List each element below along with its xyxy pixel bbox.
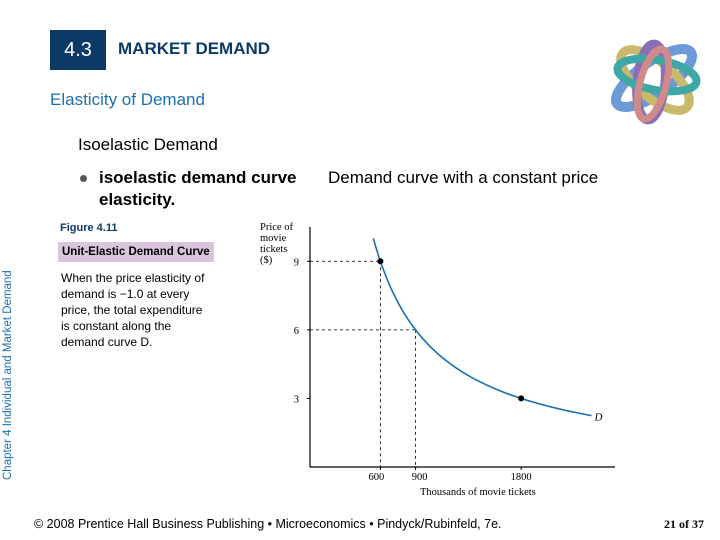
y-axis-label-line: ($) [260, 255, 273, 266]
page-of: of [679, 517, 689, 531]
x-tick-label: 600 [368, 472, 385, 483]
y-tick-label: 3 [293, 394, 299, 406]
footer-text: © 2008 Prentice Hall Business Publishing • Microeconomics • Pindyck/Rubinfeld, 7e. [34, 517, 502, 531]
curve-label: D [594, 411, 603, 424]
topic-heading: Isoelastic Demand [78, 135, 218, 154]
bullet-term-line2: elasticity. [99, 190, 176, 209]
y-axis-label-line: movie [260, 233, 287, 244]
y-tick-label: 9 [293, 257, 299, 269]
section-number-badge [50, 30, 106, 70]
demand-chart [250, 215, 630, 500]
page-current: 21 [664, 517, 676, 531]
data-point [518, 395, 524, 401]
section-number: 4.3 [64, 38, 92, 61]
section-title: MARKET DEMAND [118, 39, 271, 58]
page-number [664, 517, 704, 532]
x-axis-label: Thousands of movie tickets [420, 487, 536, 498]
bullet-term-line1: isoelastic demand curve [99, 168, 297, 187]
demand-curve-line [373, 238, 591, 415]
x-tick-label: 1800 [510, 472, 532, 483]
figure-title: Unit-Elastic Demand Curve [58, 242, 214, 262]
chapter-side-label: Chapter 4 Individual and Market Demand [2, 270, 14, 480]
page-total: 37 [692, 517, 704, 531]
data-point [377, 258, 383, 264]
figure-caption: When the price elasticity of demand is −1.0 at every price, the total expenditure is constant along the demand curve D. [61, 271, 205, 349]
y-axis-label-line: Price of [260, 222, 293, 233]
x-tick-label: 900 [411, 472, 428, 483]
y-tick-label: 6 [293, 325, 299, 337]
rings-logo [595, 20, 713, 138]
y-axis-label-line: tickets [260, 244, 288, 255]
bullet-definition-text: Demand curve with a constant price [328, 168, 599, 187]
slide-subtitle: Elasticity of Demand [50, 90, 205, 109]
figure-number: Figure 4.11 [60, 222, 118, 234]
bullet-dot-icon [80, 175, 87, 182]
